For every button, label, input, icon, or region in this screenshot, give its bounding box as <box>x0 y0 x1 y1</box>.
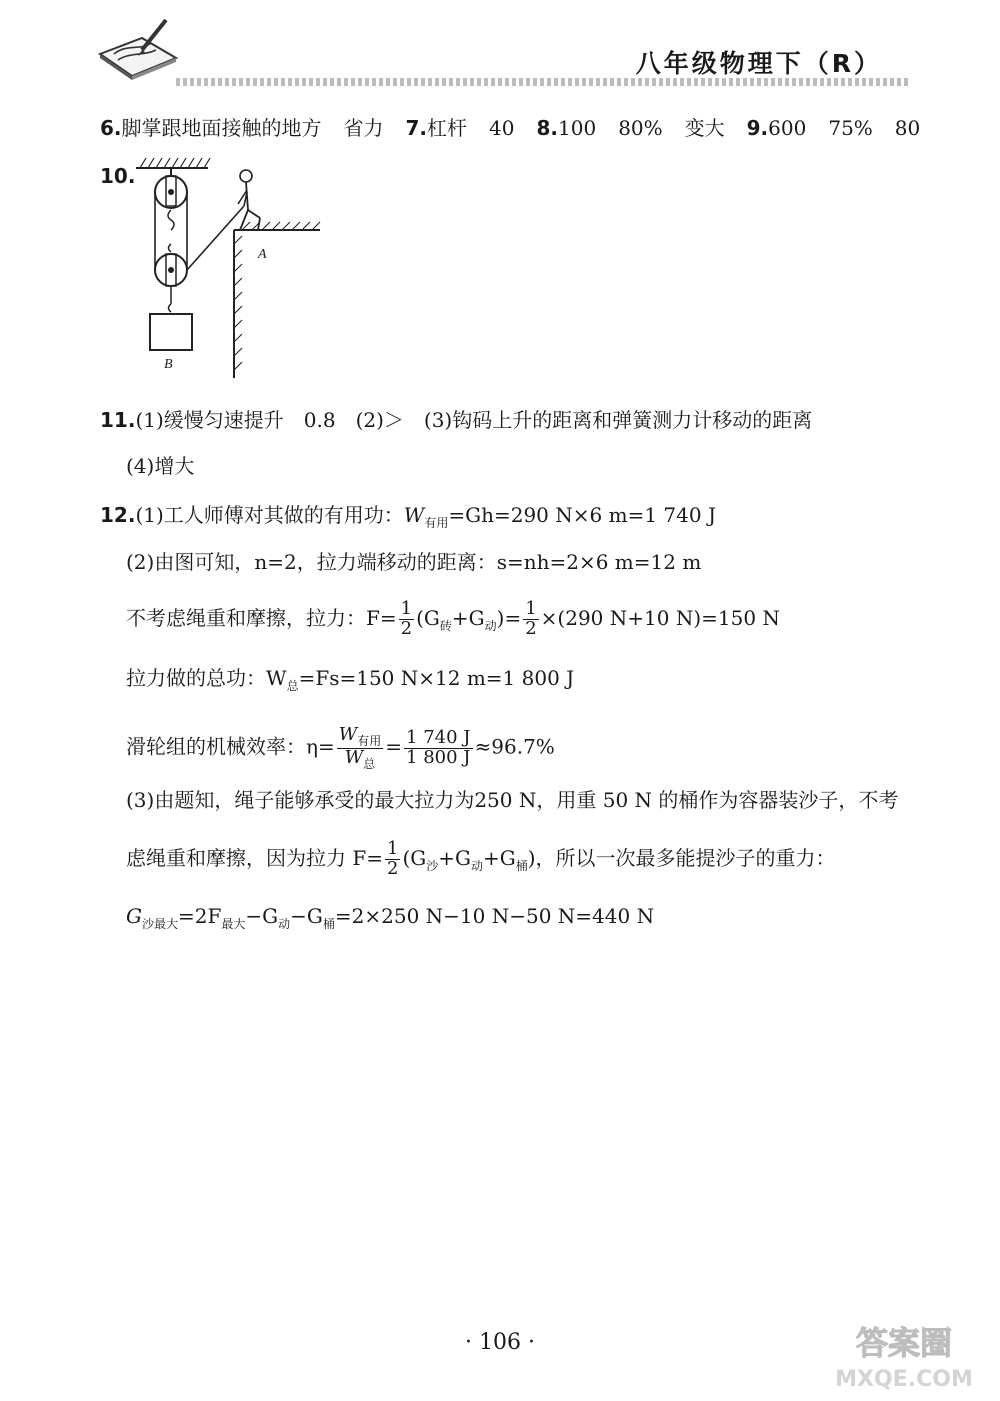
q12-text: =Fs=150 N×12 m=1 800 J <box>298 666 575 690</box>
frac-num: 1 <box>525 598 537 619</box>
q12-text: −G <box>290 904 323 928</box>
q12-line-1 <box>100 505 716 529</box>
q11-line-2 <box>126 456 194 476</box>
q7-answer-a: 杠杆 <box>427 116 468 140</box>
q12-sub: 桶 <box>322 917 335 931</box>
header-divider <box>176 78 908 86</box>
q6-answer-a: 脚掌跟地面接触的地方 <box>121 116 322 140</box>
q12-var: W <box>338 724 358 745</box>
fraction-half <box>399 600 414 639</box>
q9-answer-b: 75% <box>828 116 873 140</box>
q10-number-text: 10. <box>100 164 136 188</box>
q6-answer-b: 省力 <box>343 116 384 140</box>
q11-line-1 <box>100 410 812 430</box>
q12-sub: 沙 <box>426 858 439 873</box>
watermark-bottom-text: MXQE.COM <box>835 1367 973 1392</box>
q12-text: (2)由图可知，n=2，拉力端移动的距离：s=nh=2×6 m=12 m <box>126 550 702 574</box>
q12-text: (G <box>416 605 440 630</box>
q12-text: ≈96.7% <box>474 734 555 759</box>
q12-sub: 动 <box>470 858 483 873</box>
q12-sub: 动 <box>278 917 291 931</box>
q7-answer-b: 40 <box>489 116 515 140</box>
q8-answer-c: 变大 <box>684 116 725 140</box>
q12-line-4 <box>126 668 574 692</box>
q12-text: 虑绳重和摩擦，因为拉力 F= <box>126 845 383 870</box>
q12-text: 滑轮组的机械效率：η= <box>126 734 335 759</box>
q12-text: +G <box>438 845 471 870</box>
watermark-top-text: 答案圈 <box>855 1324 953 1362</box>
q11-answer-1: (1)缓慢匀速提升 0.8 (2)＞ (3)钩码上升的距离和弹簧测力计移动的距离 <box>135 408 813 432</box>
q9-answer-a: 600 <box>768 116 807 140</box>
q8-answer-b: 80% <box>618 116 663 140</box>
q12-line-7 <box>126 840 836 879</box>
q12-text: +G <box>451 605 485 630</box>
q12-text: =Gh=290 N×6 m=1 740 J <box>448 503 716 527</box>
frac-den: 2 <box>525 617 537 639</box>
q12-sub: 总 <box>363 756 376 771</box>
q12-sub: 动 <box>484 618 497 633</box>
q12-text: 不考虑绳重和摩擦，拉力：F= <box>126 605 397 630</box>
label-a: A <box>258 247 267 262</box>
q12-var: G <box>126 904 142 928</box>
q12-number: 12. <box>100 503 136 527</box>
answers-6-to-9 <box>100 118 920 138</box>
fraction-efficiency <box>337 726 384 770</box>
book-title: 八年级物理下（R） <box>635 49 882 78</box>
frac-den <box>337 746 384 771</box>
q12-text: (3)由题知，绳子能够承受的最大拉力为250 N，用重 50 N 的桶作为容器装沙子，不考 <box>126 788 899 812</box>
q12-text: )= <box>496 605 522 630</box>
q12-sub: 有用 <box>424 516 449 530</box>
q11-answer-2: (4)增大 <box>126 454 195 478</box>
q11-number: 11. <box>100 408 136 432</box>
q12-var: W <box>403 503 425 527</box>
q7-number: 7. <box>405 116 428 140</box>
page-number: · 106 · <box>465 1330 535 1355</box>
q12-line-3 <box>126 600 780 639</box>
frac-den: 2 <box>400 617 413 639</box>
q8-number: 8. <box>536 116 558 140</box>
q12-text: = <box>385 734 403 759</box>
q12-text: 拉力做的总功：W <box>126 666 287 690</box>
q12-line-6 <box>126 790 898 810</box>
q8-answer-a: 100 <box>558 116 597 140</box>
q12-line-2 <box>126 552 701 572</box>
q12-line-5 <box>126 726 555 770</box>
q12-sub: 最大 <box>221 917 246 931</box>
q6-number: 6. <box>100 116 122 140</box>
q9-number: 9. <box>746 116 769 140</box>
q12-sub: 桶 <box>515 858 528 873</box>
frac-num: 1 740 J <box>406 726 471 748</box>
frac-num: 1 <box>400 598 413 619</box>
q12-var: W <box>344 746 364 768</box>
q12-sub: 沙最大 <box>141 917 178 931</box>
frac-num <box>337 726 384 749</box>
frac-num: 1 <box>387 838 399 859</box>
notebook-pencil-logo <box>92 14 182 84</box>
q12-text: +G <box>483 845 516 870</box>
watermark-logo <box>820 1318 988 1394</box>
q12-text: =2×250 N−10 N−50 N=440 N <box>334 904 655 928</box>
q12-text: −G <box>245 904 279 928</box>
q12-text: (G <box>402 845 427 870</box>
q12-text: )，所以一次最多能提沙子的重力： <box>527 845 836 870</box>
frac-den: 1 800 J <box>406 746 471 768</box>
label-b: B <box>164 357 173 372</box>
q12-text: ×(290 N+10 N)=150 N <box>540 605 780 630</box>
pulley-system-diagram <box>126 154 326 380</box>
fraction-half <box>523 600 538 639</box>
q12-text: (1)工人师傅对其做的有用功： <box>135 503 404 527</box>
q12-sub: 总 <box>286 679 299 693</box>
q12-sub: 砖 <box>439 618 452 633</box>
fraction-half <box>385 840 400 879</box>
q12-text: =2F <box>178 904 222 928</box>
frac-den: 2 <box>387 857 399 879</box>
q12-sub: 有用 <box>357 734 382 748</box>
q12-line-8 <box>126 906 654 930</box>
q9-answer-c: 80 <box>894 116 921 140</box>
fraction-values <box>404 726 472 768</box>
